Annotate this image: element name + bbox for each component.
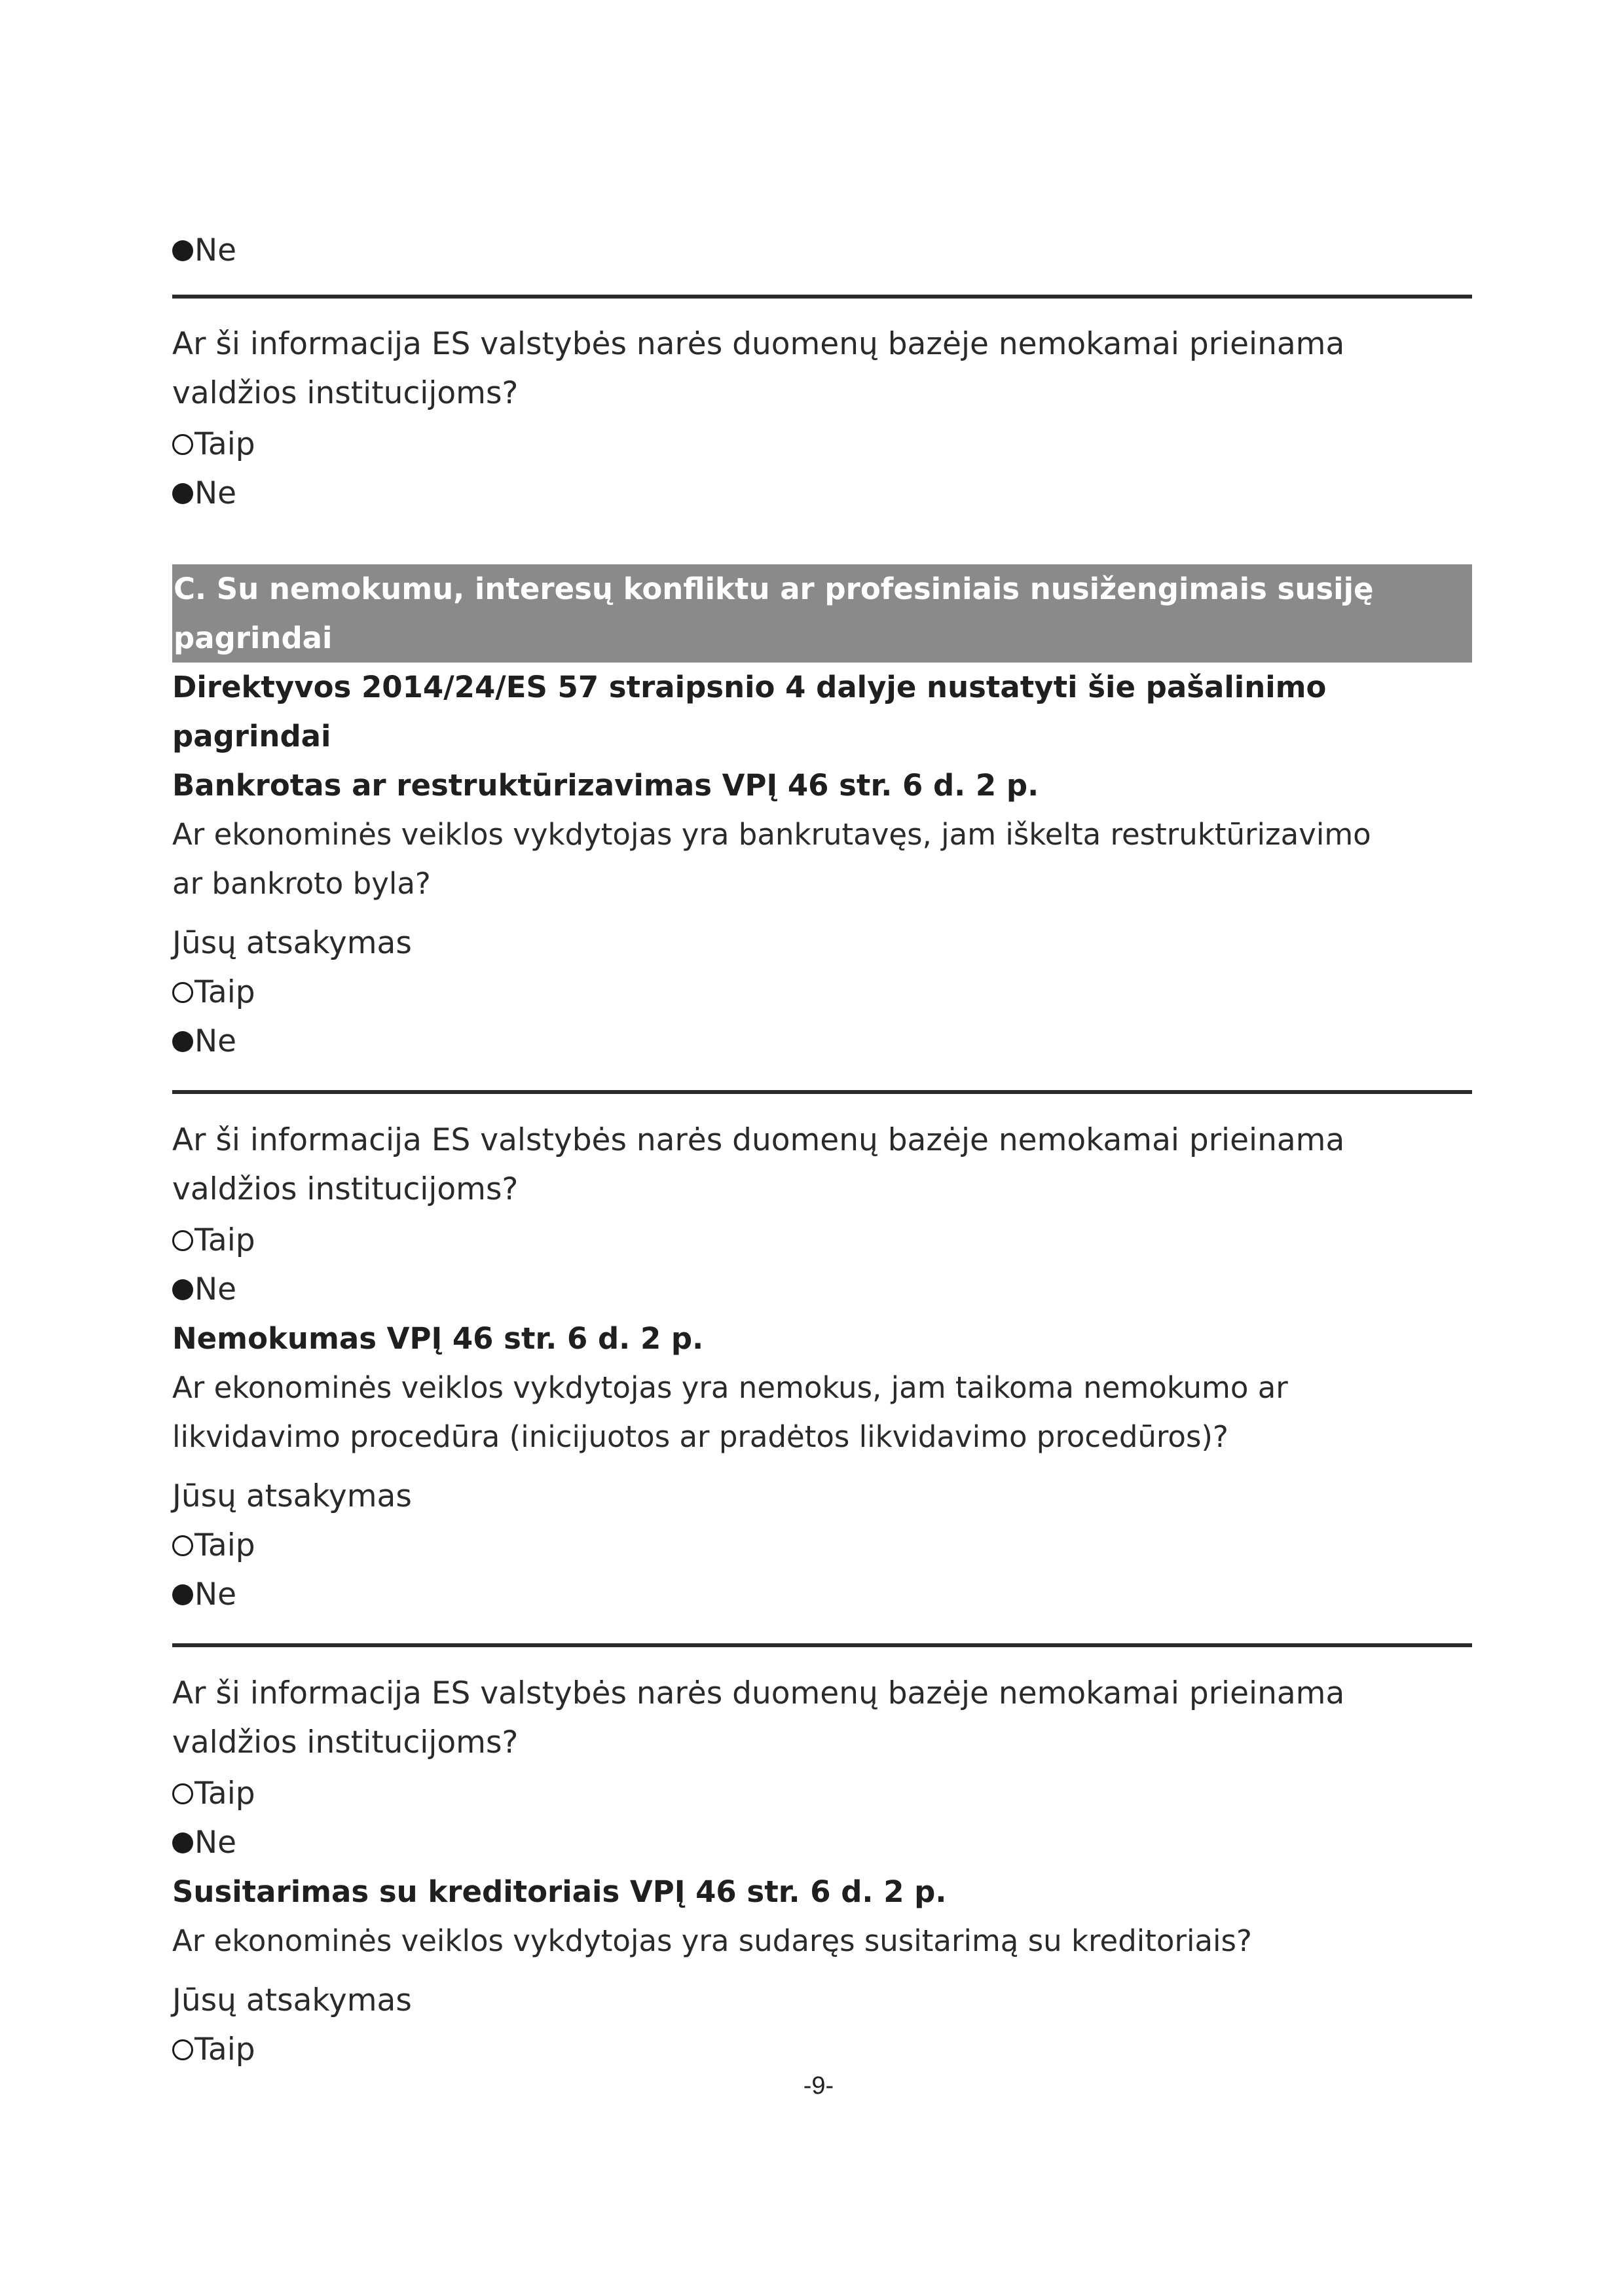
radio-option-yes[interactable] [172, 420, 1472, 469]
directive-intro [172, 663, 1472, 761]
db-availability-question [172, 1116, 1472, 1214]
db-availability-question [172, 319, 1472, 418]
radio-selected-icon [172, 483, 193, 504]
radio-selected-icon [172, 1832, 193, 1853]
creditors-question: Ar ekonominės veiklos vykdytojas yra sudaręs susitarimą su kreditoriais? [172, 1923, 1252, 1958]
answer-label: Jūsų atsakymas [172, 1982, 412, 2018]
radio-option-yes[interactable] [172, 1769, 1472, 1818]
radio-unselected-icon [172, 1230, 193, 1251]
radio-unselected-icon [172, 434, 193, 455]
question-line: valdžios institucijoms? [172, 1724, 519, 1760]
radio-option-no[interactable] [172, 226, 1472, 275]
radio-option-yes[interactable] [172, 1521, 1472, 1570]
radio-selected-icon [172, 1584, 193, 1605]
radio-selected-icon [172, 1279, 193, 1300]
option-label: Taip [194, 974, 255, 1010]
question-line: Ar ši informacija ES valstybės narės duomenų bazėje nemokamai prieinama [172, 326, 1345, 362]
option-label: Ne [194, 1023, 237, 1059]
insolvency-title: Nemokumas VPĮ 46 str. 6 d. 2 p. [172, 1321, 704, 1356]
answer-label: Jūsų atsakymas [172, 925, 412, 961]
option-label: Ne [194, 1271, 237, 1307]
intro-line: Direktyvos 2014/24/ES 57 straipsnio 4 dalyje nustatyti šie pašalinimo [172, 670, 1327, 704]
option-label: Taip [194, 426, 255, 462]
creditors-title: Susitarimas su kreditoriais VPĮ 46 str. 6 d. 2 p. [172, 1874, 947, 1909]
option-label: Taip [194, 1776, 255, 1812]
radio-selected-icon [172, 1031, 193, 1052]
bankruptcy-title: Bankrotas ar restruktūrizavimas VPĮ 46 str. 6 d. 2 p. [172, 768, 1039, 803]
question-line: valdžios institucijoms? [172, 375, 519, 411]
section-divider [172, 1643, 1472, 1647]
radio-option-no[interactable] [172, 1017, 1472, 1066]
radio-selected-icon [172, 240, 193, 261]
radio-option-yes[interactable] [172, 968, 1472, 1017]
option-label: Taip [194, 1222, 255, 1258]
radio-unselected-icon [172, 982, 193, 1003]
question-line: likvidavimo procedūra (inicijuotos ar pradėtos likvidavimo procedūros)? [172, 1419, 1228, 1454]
radio-unselected-icon [172, 1783, 193, 1804]
question-line: valdžios institucijoms? [172, 1171, 519, 1207]
option-label: Ne [194, 1825, 237, 1861]
page-number: -9- [803, 2072, 834, 2100]
section-divider [172, 1090, 1472, 1094]
option-label: Ne [194, 1576, 237, 1613]
option-label: Taip [194, 2032, 255, 2068]
section-title-line: C. Su nemokumu, interesų konfliktu ar profesiniais nusižengimais susiję [174, 572, 1374, 606]
answer-label: Jūsų atsakymas [172, 1478, 412, 1514]
radio-unselected-icon [172, 1535, 193, 1556]
radio-option-no[interactable] [172, 1265, 1472, 1314]
option-label: Ne [194, 232, 237, 268]
question-line: Ar ši informacija ES valstybės narės duomenų bazėje nemokamai prieinama [172, 1122, 1345, 1158]
question-line: Ar ekonominės veiklos vykdytojas yra bankrutavęs, jam iškelta restruktūrizavimo [172, 817, 1371, 852]
option-label: Ne [194, 475, 237, 511]
section-title-line: pagrindai [174, 621, 333, 655]
radio-option-no[interactable] [172, 469, 1472, 518]
section-header-banner [172, 564, 1472, 663]
radio-option-no[interactable] [172, 1818, 1472, 1867]
intro-line: pagrindai [172, 719, 331, 754]
radio-option-yes[interactable] [172, 2025, 1472, 2074]
radio-option-no[interactable] [172, 1570, 1472, 1619]
question-line: Ar ekonominės veiklos vykdytojas yra nemokus, jam taikoma nemokumo ar [172, 1370, 1288, 1405]
insolvency-question [172, 1363, 1472, 1461]
question-line: Ar ši informacija ES valstybės narės duomenų bazėje nemokamai prieinama [172, 1675, 1345, 1711]
radio-option-yes[interactable] [172, 1216, 1472, 1265]
option-label: Taip [194, 1527, 255, 1563]
section-divider [172, 295, 1472, 299]
question-line: ar bankroto byla? [172, 866, 431, 901]
radio-unselected-icon [172, 2039, 193, 2060]
bankruptcy-question [172, 810, 1472, 908]
db-availability-question [172, 1669, 1472, 1767]
